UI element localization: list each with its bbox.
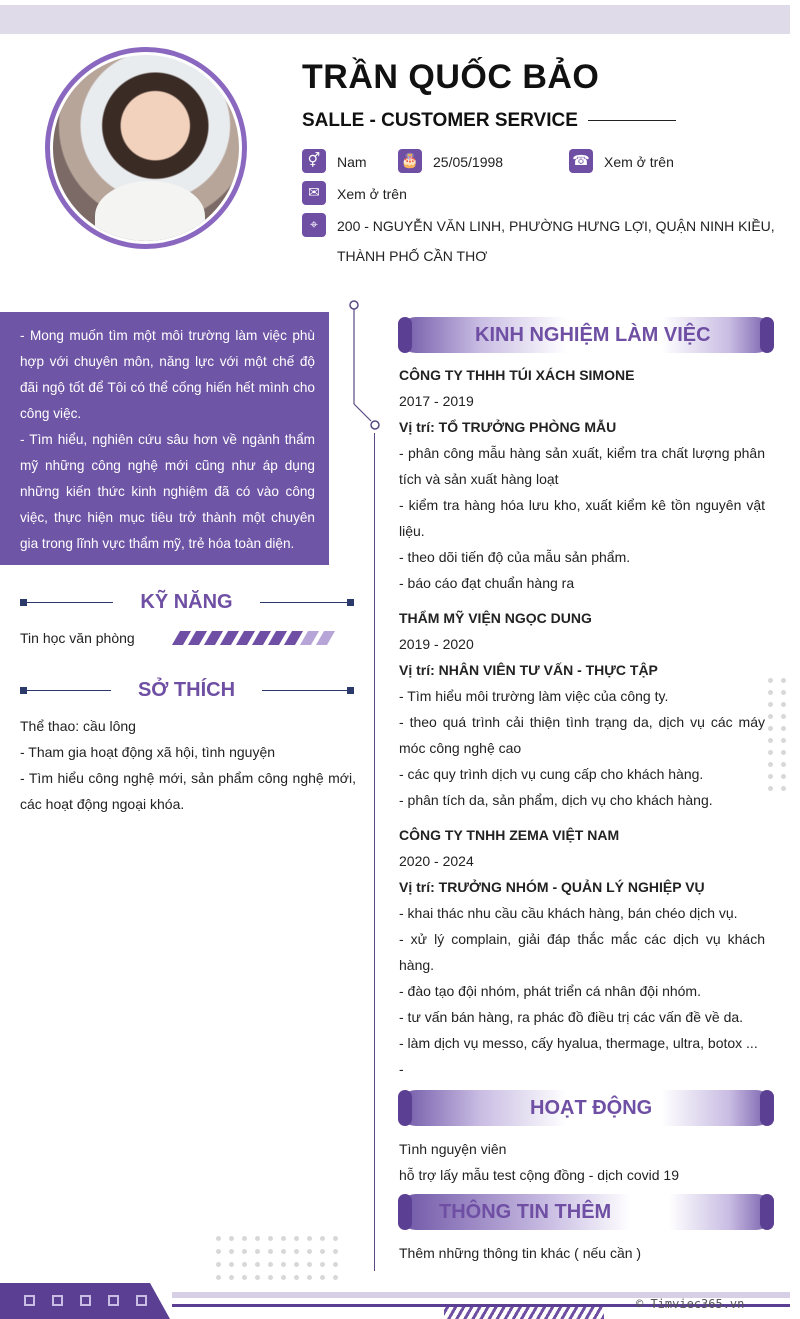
hobbies-title: SỞ THÍCH (137, 679, 236, 701)
decorative-dot (281, 1275, 286, 1280)
footer-square-icon (80, 1295, 91, 1306)
job-entry (399, 822, 765, 1082)
job-duty: - theo quá trình cải thiện tình trạng da, dịch vụ các máy móc công nghệ cao (399, 714, 765, 756)
decorative-dot (307, 1262, 312, 1267)
address-line-2: THÀNH PHỐ CẦN THƠ (337, 248, 488, 264)
job-position: Vị trí: TRƯỞNG NHÓM - QUẢN LÝ NGHIỆP VỤ (399, 879, 705, 895)
section-line-dot (347, 599, 354, 606)
decorative-dot (768, 702, 773, 707)
mail-icon: ✉ (302, 181, 326, 205)
section-line (27, 690, 111, 691)
decorative-dot (768, 762, 773, 767)
hobby-item: - Tìm hiểu công nghệ mới, sản phẩm công nghệ mới, các hoạt động ngoại khóa. (20, 770, 356, 812)
decorative-dot (781, 750, 786, 755)
activities-title: HOẠT ĐỘNG (530, 1097, 653, 1119)
job-duty: - xử lý complain, giải đáp thắc mắc các dịch vụ khách hàng. (399, 931, 765, 973)
decorative-dot (242, 1249, 247, 1254)
activity-line: hỗ trợ lấy mẫu test cộng đồng - dịch covid 19 (399, 1167, 679, 1183)
decorative-dot (768, 786, 773, 791)
decorative-dot (307, 1249, 312, 1254)
address-line-1: 200 - NGUYỄN VĂN LINH, PHƯỜNG HƯNG LỢI, QUẬN NINH KIỀU, (337, 218, 775, 234)
section-line-dot (20, 687, 27, 694)
timeline-connector (340, 296, 390, 436)
decorative-dot (242, 1236, 247, 1241)
skill-name: Tin học văn phòng (20, 630, 135, 646)
decorative-dot (781, 786, 786, 791)
decorative-dot (255, 1249, 260, 1254)
decorative-dot (781, 726, 786, 731)
decorative-dot (781, 738, 786, 743)
decorative-dot (294, 1249, 299, 1254)
hobby-item: Thể thao: cầu lông (20, 718, 136, 734)
job-entry (399, 605, 765, 813)
decorative-dot (216, 1262, 221, 1267)
decorative-dot (268, 1262, 273, 1267)
decorative-dot (281, 1236, 286, 1241)
decorative-dot (294, 1275, 299, 1280)
decorative-dot (268, 1236, 273, 1241)
location-pin-icon: ⌖ (302, 213, 326, 237)
gender-icon: ⚥ (302, 149, 326, 173)
job-duty: - phân công mẫu hàng sản xuất, kiểm tra chất lượng phân tích và sản xuất hàng loạt (399, 445, 765, 487)
birthday-text: 25/05/1998 (433, 154, 504, 170)
decorative-dot (781, 774, 786, 779)
email-text: Xem ở trên (337, 186, 407, 202)
decorative-dot (768, 726, 773, 731)
decorative-dot (781, 762, 786, 767)
job-period: 2019 - 2020 (399, 636, 474, 652)
decorative-dot (268, 1275, 273, 1280)
decorative-dot (281, 1249, 286, 1254)
job-duty: - kiểm tra hàng hóa lưu kho, xuất kiểm kê tồn nguyên vật liệu. (399, 497, 765, 539)
avatar-frame (45, 47, 247, 249)
decorative-dot (294, 1262, 299, 1267)
decorative-dot (281, 1262, 286, 1267)
decorative-dot (768, 714, 773, 719)
section-line (27, 602, 113, 603)
birthday-cake-icon: 🎂 (398, 149, 422, 173)
activity-entry (399, 1136, 765, 1188)
section-line (260, 602, 348, 603)
decorative-dot (768, 774, 773, 779)
decorative-dot (333, 1262, 338, 1267)
avatar (53, 55, 239, 241)
job-duty: - tư vấn bán hàng, ra phác đồ điều trị các vấn đề về da. (399, 1009, 744, 1025)
decorative-dots (216, 1236, 338, 1280)
job-duty: - (399, 1061, 404, 1077)
decorative-dot (320, 1236, 325, 1241)
experience-title: KINH NGHIỆM LÀM VIỆC (475, 324, 711, 346)
hobby-item: - Tham gia hoạt động xã hội, tình nguyện (20, 744, 276, 760)
decorative-dots (768, 678, 786, 791)
decorative-dot (216, 1236, 221, 1241)
extra-info-title: THÔNG TIN THÊM (439, 1201, 612, 1223)
company-name: CÔNG TY TNHH ZEMA VIỆT NAM (399, 827, 620, 843)
decorative-dot (781, 678, 786, 683)
gender-text: Nam (337, 154, 367, 170)
decorative-dot (255, 1275, 260, 1280)
decorative-dot (333, 1249, 338, 1254)
career-objective (0, 312, 329, 565)
phone-icon: ☎ (569, 149, 593, 173)
decorative-dot (229, 1275, 234, 1280)
footer-square-icon (136, 1295, 147, 1306)
decorative-dot (255, 1236, 260, 1241)
decorative-dot (242, 1275, 247, 1280)
job-duty: - báo cáo đạt chuẩn hàng ra (399, 575, 575, 591)
decorative-dot (216, 1249, 221, 1254)
job-duty: - phân tích da, sản phẩm, dịch vụ cho khách hàng. (399, 792, 713, 808)
skill-level-segment (316, 631, 335, 645)
skill-level-bar (176, 631, 331, 645)
extra-info-text: Thêm những thông tin khác ( nếu cần ) (399, 1245, 642, 1261)
decorative-dot (781, 702, 786, 707)
section-line-dot (20, 599, 27, 606)
job-position: Vị trí: TỔ TRƯỞNG PHÒNG MẪU (399, 419, 617, 435)
decorative-dot (320, 1275, 325, 1280)
job-period: 2017 - 2019 (399, 393, 474, 409)
decorative-dot (320, 1262, 325, 1267)
job-position: Vị trí: NHÂN VIÊN TƯ VẤN - THỰC TẬP (399, 662, 658, 678)
decorative-dot (768, 690, 773, 695)
decorative-dot (307, 1275, 312, 1280)
company-name: CÔNG TY THHH TÚI XÁCH SIMONE (399, 367, 635, 383)
decorative-dot (320, 1249, 325, 1254)
section-line-dot (347, 687, 354, 694)
decorative-dot (242, 1262, 247, 1267)
decorative-dot (333, 1236, 338, 1241)
job-duty: - làm dịch vụ messo, cấy hyalua, thermage, ultra, botox ... (399, 1035, 758, 1051)
decorative-dot (255, 1262, 260, 1267)
title-underline (588, 120, 676, 121)
watermark: © Timviec365.vn (636, 1297, 745, 1311)
phone-text: Xem ở trên (604, 154, 674, 170)
job-duty: - các quy trình dịch vụ cung cấp cho khách hàng. (399, 766, 704, 782)
job-entry (399, 362, 765, 596)
objective-paragraph-1: - Mong muốn tìm một môi trường làm việc phù hợp với chuyên môn, năng lực với một chế độ đãi ngộ tốt để Tôi có thể cống hiến hết mình cho công việc. (20, 328, 315, 421)
job-duty: - theo dõi tiến độ của mẫu sản phẩm. (399, 549, 631, 565)
footer-square-icon (108, 1295, 119, 1306)
job-duty: - Tìm hiểu môi trường làm việc của công ty. (399, 688, 669, 704)
candidate-name: TRẦN QUỐC BẢO (302, 58, 600, 96)
decorative-dot (333, 1275, 338, 1280)
decorative-dot (229, 1249, 234, 1254)
company-name: THẨM MỸ VIỆN NGỌC DUNG (399, 610, 592, 626)
decorative-dot (768, 750, 773, 755)
top-band (0, 5, 790, 34)
timeline-line (374, 433, 375, 1271)
decorative-dot (229, 1236, 234, 1241)
decorative-dot (781, 690, 786, 695)
decorative-dot (768, 678, 773, 683)
decorative-dot (768, 738, 773, 743)
skills-title: KỸ NĂNG (140, 591, 233, 613)
section-line (262, 690, 348, 691)
footer-square-icon (24, 1295, 35, 1306)
footer-hatch (444, 1307, 604, 1319)
decorative-dot (229, 1262, 234, 1267)
job-title: SALLE - CUSTOMER SERVICE (302, 110, 578, 131)
decorative-dot (307, 1236, 312, 1241)
job-period: 2020 - 2024 (399, 853, 474, 869)
decorative-dot (781, 714, 786, 719)
job-duty: - khai thác nhu cầu cầu khách hàng, bán chéo dịch vụ. (399, 905, 738, 921)
job-duty: - đào tạo đội nhóm, phát triển cá nhân đội nhóm. (399, 983, 701, 999)
footer-square-icon (52, 1295, 63, 1306)
decorative-dot (294, 1236, 299, 1241)
objective-paragraph-2: - Tìm hiểu, nghiên cứu sâu hơn về ngành thẩm mỹ những công nghệ mới cũng như áp dụng những kiến thức kinh nghiệm đã có vào công việc, thực hiện mục tiêu trở thành một chuyên gia trong lĩnh vực thẩm mỹ, trẻ hóa toàn diện. (20, 432, 315, 551)
decorative-dot (268, 1249, 273, 1254)
decorative-dot (216, 1275, 221, 1280)
activity-line: Tình nguyện viên (399, 1141, 507, 1157)
